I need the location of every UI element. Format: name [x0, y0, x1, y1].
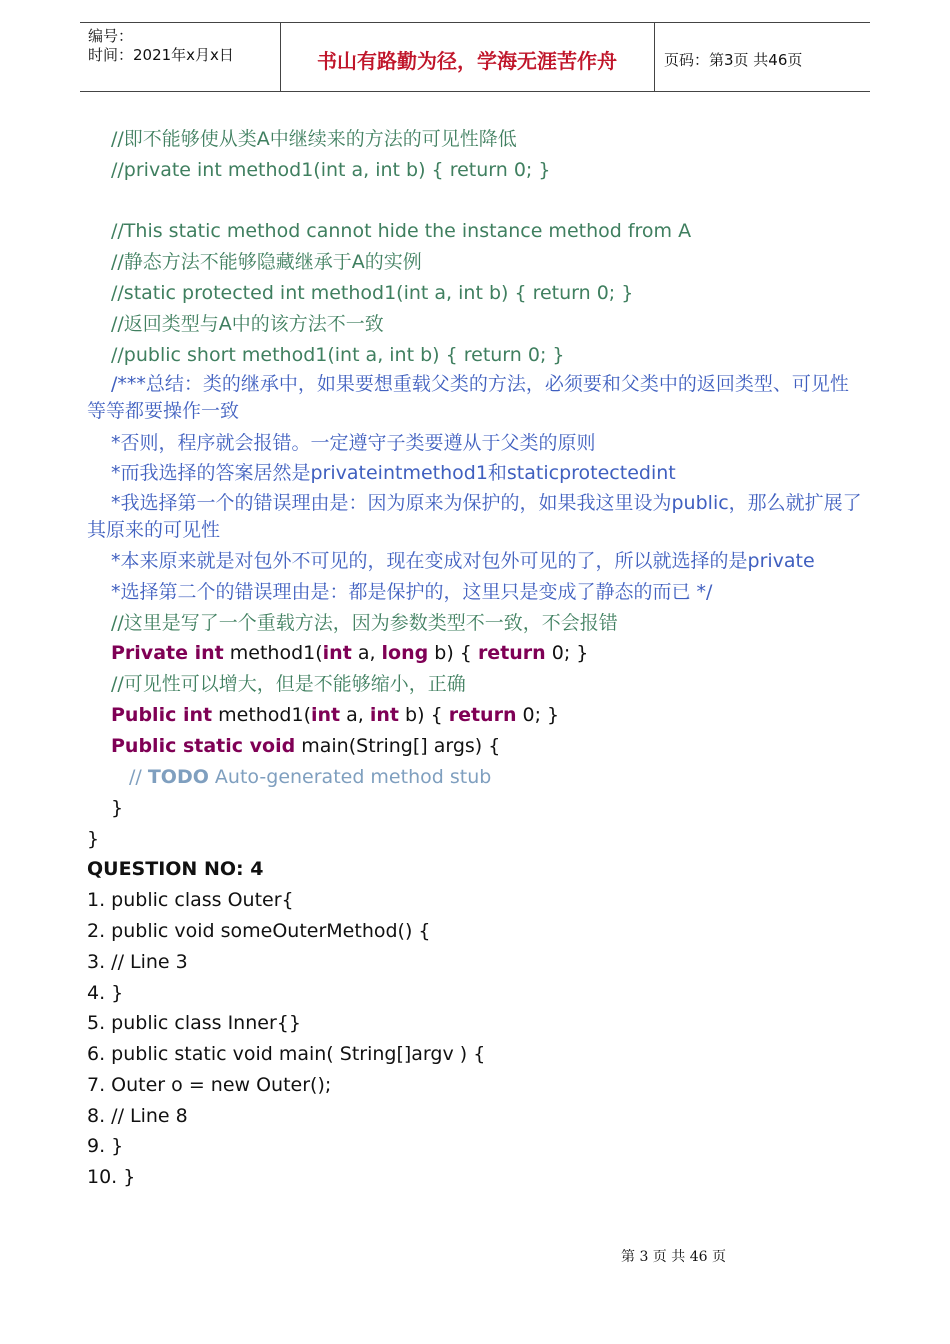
todo-slash: // [129, 766, 148, 788]
time-label: 时间：2021年x月x日 [88, 46, 234, 64]
code-comment: //即不能够使从类A中继续来的方法的可见性降低 [111, 128, 517, 150]
code-comment: //可见性可以增大，但是不能够缩小，正确 [111, 673, 466, 695]
page-indicator: 页码：第3页 共46页 [664, 51, 803, 69]
question-line: 2. public void someOuterMethod() { [87, 920, 431, 942]
code-comment: //static protected int method1(int a, int b) { return 0; } [111, 282, 634, 304]
todo-tag: TODO [147, 766, 209, 788]
code-comment: //返回类型与A中的该方法不一致 [111, 313, 384, 335]
code-line-main [111, 735, 500, 757]
javadoc-line: *而我选择的答案居然是privateintmethod1和staticprotectedint [111, 462, 676, 484]
page-footer: 第 3 页 共 46 页 [621, 1249, 726, 1265]
code-text: 0; } [545, 642, 589, 664]
code-text: a, [351, 642, 382, 664]
keyword: Public static void [111, 735, 296, 757]
keyword: int [322, 642, 352, 664]
code-line-private-method [111, 642, 588, 664]
code-comment: //这里是写了一个重载方法，因为参数类型不一致，不会报错 [111, 612, 618, 634]
code-text: method1( [212, 704, 311, 726]
code-text: b) { [428, 642, 478, 664]
code-brace: } [87, 828, 100, 850]
question-line: 3. // Line 3 [87, 951, 188, 973]
code-line-todo [129, 766, 491, 788]
page-header [80, 22, 870, 92]
code-comment: //This static method cannot hide the instance method from A [111, 220, 692, 242]
keyword: long [381, 642, 429, 664]
question-line: 6. public static void main( String[]argv ) { [87, 1043, 486, 1065]
javadoc-summary: /***总结：类的继承中，如果要想重载父类的方法，必须要和父类中的返回类型、可见性等等都要操作一致 [87, 373, 849, 422]
todo-text: Auto-generated method stub [208, 766, 492, 788]
keyword: int [311, 704, 341, 726]
javadoc-line: *本来原来就是对包外不可见的，现在变成对包外可见的了，所以就选择的是private [111, 550, 815, 572]
header-motto: 书山有路勤为径，学海无涯苦作舟 [317, 49, 617, 73]
header-divider [654, 23, 655, 91]
javadoc-line: *选择第二个的错误理由是：都是保护的，这里只是变成了静态的而已 */ [111, 581, 713, 603]
keyword: int [369, 704, 400, 726]
keyword: Private int [111, 642, 224, 664]
code-line-public-method [111, 704, 559, 726]
question-line: 8. // Line 8 [87, 1105, 188, 1127]
code-text: method1( [223, 642, 323, 664]
question-line: 10. } [87, 1166, 136, 1188]
question-line: 1. public class Outer{ [87, 889, 294, 911]
question-line: 4. } [87, 982, 124, 1004]
javadoc-line: *我选择第一个的错误理由是：因为原来为保护的，如果我这里设为public，那么就扩展了其原来的可见性 [87, 492, 862, 541]
code-text: b) { [399, 704, 449, 726]
question-line: 7. Outer o = new Outer(); [87, 1074, 332, 1096]
code-text: 0; } [516, 704, 560, 726]
code-text: main(String[] args) { [295, 735, 501, 757]
question-line: 9. } [87, 1135, 124, 1157]
question-title: QUESTION NO: 4 [87, 858, 264, 880]
code-comment: //静态方法不能够隐藏继承于A的实例 [111, 251, 422, 273]
code-comment: //public short method1(int a, int b) { return 0; } [111, 344, 565, 366]
keyword: Public int [111, 704, 213, 726]
keyword: return [477, 642, 546, 664]
code-text: a, [340, 704, 370, 726]
keyword: return [448, 704, 517, 726]
question-line: 5. public class Inner{} [87, 1012, 301, 1034]
header-meta [88, 27, 234, 65]
number-label: 编号： [88, 27, 134, 45]
javadoc-line: *否则，程序就会报错。一定遵守子类要遵从于父类的原则 [111, 432, 596, 454]
code-comment: //private int method1(int a, int b) { return 0; } [111, 159, 551, 181]
code-brace: } [111, 797, 124, 819]
